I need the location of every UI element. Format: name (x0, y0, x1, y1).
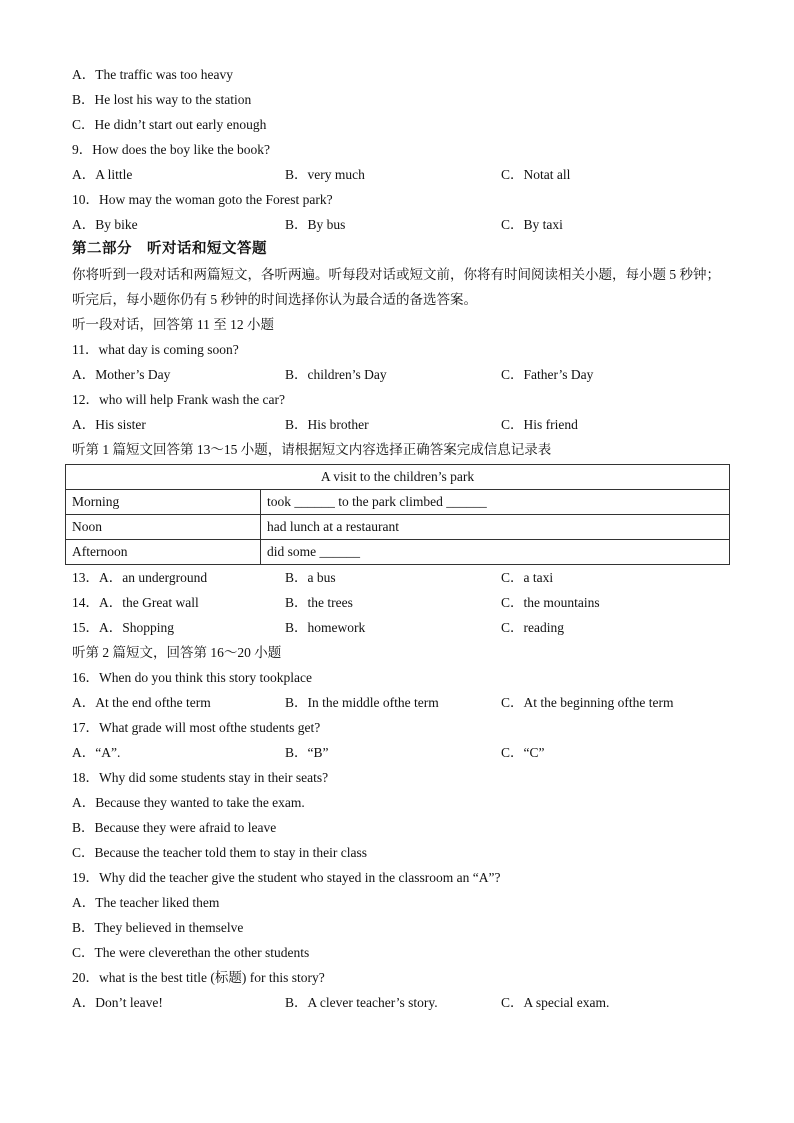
q13-option-c: C．a taxi (501, 570, 554, 585)
table-row-value: took ______ to the park climbed ______ (261, 490, 730, 515)
q15-options (72, 615, 730, 640)
q16-option-b: B．In the middle ofthe term (285, 695, 439, 710)
question-10: 10．How may the woman goto the Forest park? (72, 192, 333, 207)
table-row-label: Morning (66, 490, 261, 515)
q13-option-a: 13．A．an underground (72, 570, 208, 585)
question-12: 12．who will help Frank wash the car? (72, 392, 285, 407)
question-11: 11．what day is coming soon? (72, 342, 239, 357)
q17-option-b: B．“B” (285, 745, 329, 760)
question-20: 20．what is the best title (标题) for this story? (72, 970, 325, 985)
q12-option-c: C．His friend (501, 417, 578, 432)
q15-option-b: B．homework (285, 620, 366, 635)
q16-option-c: C．At the beginning ofthe term (501, 695, 674, 710)
q20-option-b: B．A clever teacher’s story. (285, 995, 438, 1010)
worksheet-page (72, 62, 730, 1015)
q14-option-b: B．the trees (285, 595, 353, 610)
q17-option-c: C．“C” (501, 745, 545, 760)
q18-option-a: A．Because they wanted to take the exam. (72, 795, 305, 810)
q11-option-b: B．children’s Day (285, 367, 387, 382)
q13-option-b: B．a bus (285, 570, 336, 585)
q9-options (72, 162, 730, 187)
q8-option-c: C．He didn’t start out early enough (72, 117, 267, 132)
q10-option-b: B．By bus (285, 217, 346, 232)
section-heading-part2: 第二部分 听对话和短文答题 (72, 241, 267, 257)
dialog-instruction: 听一段对话，回答第 11 至 12 小题 (72, 317, 274, 332)
q16-options (72, 690, 730, 715)
q11-option-c: C．Father’s Day (501, 367, 594, 382)
q17-option-a: A．“A”. (72, 745, 121, 760)
q19-option-b: B．They believed in themselve (72, 920, 244, 935)
q10-option-c: C．By taxi (501, 217, 563, 232)
q9-option-c: C．Notat all (501, 167, 571, 182)
q14-option-c: C．the mountains (501, 595, 600, 610)
table-row (66, 490, 730, 515)
table-row-value: had lunch at a restaurant (261, 515, 730, 540)
q11-option-a: A．Mother’s Day (72, 367, 171, 382)
q10-option-a: A．By bike (72, 217, 138, 232)
q8-option-b: B．He lost his way to the station (72, 92, 252, 107)
q18-option-c: C．Because the teacher told them to stay in their class (72, 845, 368, 860)
question-18: 18．Why did some students stay in their seats? (72, 770, 329, 785)
q12-option-b: B．His brother (285, 417, 369, 432)
q20-option-a: A．Don’t leave! (72, 995, 163, 1010)
q8-option-a: A．The traffic was too heavy (72, 67, 233, 82)
table-row-value: did some ______ (261, 540, 730, 565)
table-row-label: Afternoon (66, 540, 261, 565)
table-row-label: Noon (66, 515, 261, 540)
q17-options (72, 740, 730, 765)
table-row (66, 515, 730, 540)
q15-option-c: C．reading (501, 620, 564, 635)
q15-option-a: 15．A．Shopping (72, 620, 175, 635)
q20-option-c: C．A special exam. (501, 995, 610, 1010)
q12-option-a: A．His sister (72, 417, 146, 432)
q18-option-b: B．Because they were afraid to leave (72, 820, 277, 835)
passage2-instruction: 听第 2 篇短文，回答第 16～20 小题 (72, 645, 282, 660)
q14-options (72, 590, 730, 615)
q19-option-c: C．The were cleverethan the other students (72, 945, 310, 960)
question-17: 17．What grade will most ofthe students get? (72, 720, 321, 735)
q19-option-a: A．The teacher liked them (72, 895, 220, 910)
table-title: A visit to the children’s park (66, 465, 730, 490)
q9-option-a: A．A little (72, 167, 133, 182)
q12-options (72, 412, 730, 437)
q10-options (72, 212, 730, 237)
q14-option-a: 14．A．the Great wall (72, 595, 199, 610)
q11-options (72, 362, 730, 387)
table-row (66, 540, 730, 565)
q16-option-a: A．At the end ofthe term (72, 695, 211, 710)
question-19: 19．Why did the teacher give the student who stayed in the classroom an “A”? (72, 870, 501, 885)
q9-option-b: B．very much (285, 167, 365, 182)
info-record-table (65, 464, 730, 565)
section-instructions: 你将听到一段对话和两篇短文，各听两遍。听每段对话或短文前，你将有时间阅读相关小题，每小题 5 秒钟；听完后，每小题你仍有 5 秒钟的时间选择你认为最合适的备选答案。 (72, 267, 720, 307)
q20-options (72, 990, 730, 1015)
question-16: 16．When do you think this story tookplace (72, 670, 312, 685)
q13-options (72, 565, 730, 590)
question-9: 9．How does the boy like the book? (72, 142, 270, 157)
passage1-instruction: 听第 1 篇短文回答第 13～15 小题，请根据短文内容选择正确答案完成信息记录表 (72, 442, 552, 457)
